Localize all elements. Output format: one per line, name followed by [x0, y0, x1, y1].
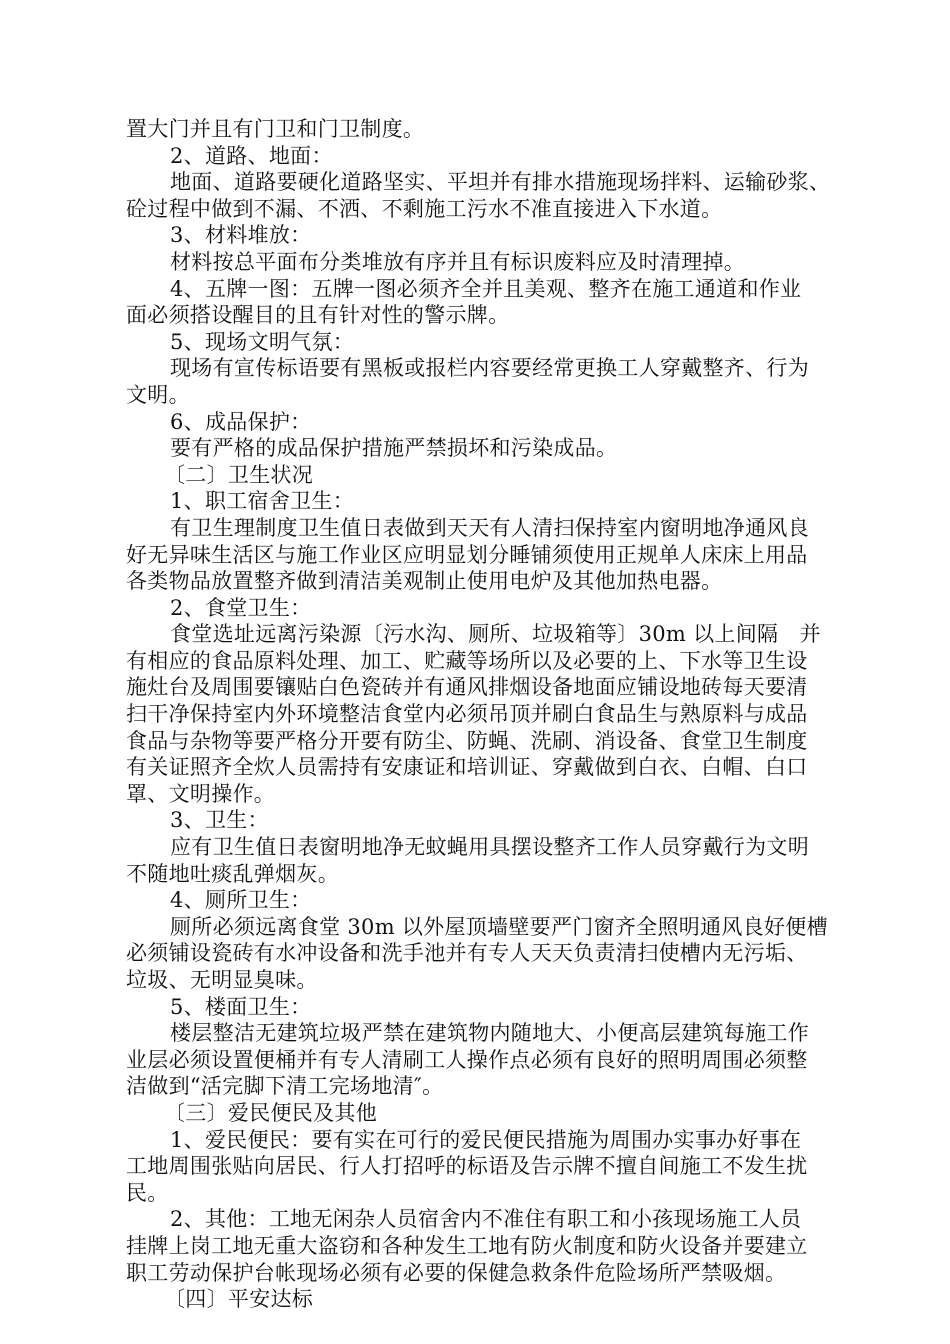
text-line: 置大门并且有门卫和门卫制度。 — [126, 117, 425, 141]
text-line: 要有严格的成品保护措施严禁损坏和污染成品。 — [170, 436, 618, 461]
text-line: 3、卫生： — [170, 808, 269, 833]
text-line: 民。 — [126, 1180, 169, 1205]
text-line: 挂牌上岗工地无重大盗窃和各种发生工地有防火制度和防火设备并要建立 — [126, 1233, 808, 1258]
text-line: 有卫生理制度卫生值日表做到天天有人清扫保持室内窗明地净通风良 — [170, 515, 809, 540]
text-line: 各类物品放置整齐做到清洁美观制止使用电炉及其他加热电器。 — [126, 569, 723, 594]
text-line: 3、材料堆放： — [170, 223, 312, 248]
text-line: 5、楼面卫生： — [170, 994, 312, 1019]
text-line: 厕所必须远离食堂 30m 以外屋顶墙壁要严门窗齐全照明通风良好便槽 — [170, 914, 828, 939]
text-line: 垃圾、无明显臭味。 — [126, 968, 318, 992]
text-line: 食品与杂物等要严格分开要有防尘、防蝇、洗刷、消设备、食堂卫生制度 — [126, 728, 808, 753]
text-line: 好无异味生活区与施工作业区应明显划分睡铺须使用正规单人床床上用品 — [126, 542, 808, 567]
text-line: 砼过程中做到不漏、不洒、不剩施工污水不准直接进入下水道。 — [126, 196, 723, 221]
text-line: 应有卫生值日表窗明地净无蚊蝇用具摆设整齐工作人员穿戴行为文明 — [170, 835, 809, 860]
text-line: 有相应的食品原料处理、加工、贮藏等场所以及必要的上、下水等卫生设 — [126, 648, 808, 673]
text-line: 食堂选址远离污染源〔污水沟、厕所、垃圾箱等〕30m 以上间隔 并 — [170, 622, 821, 647]
text-line: 2、食堂卫生： — [170, 595, 312, 620]
text-line: 面必须搭设醒目的且有针对性的警示牌。 — [126, 303, 510, 328]
text-line: 现场有宣传标语要有黑板或报栏内容要经常更换工人穿戴整齐、行为 — [170, 356, 809, 381]
text-line: 扫干净保持室内外环境整洁食堂内必须吊顶并刷白食品生与熟原料与成品 — [126, 702, 808, 727]
text-line: 材料按总平面布分类堆放有序并且有标识废料应及时清理掉。 — [170, 249, 746, 274]
document-page — [126, 116, 831, 1313]
text-line: 5、现场文明气氛： — [170, 329, 355, 354]
text-line: 洁做到“活完脚下清工完场地清″。 — [126, 1074, 444, 1099]
text-line: 文明。 — [126, 382, 190, 407]
text-line: 6、成品保护： — [170, 409, 312, 434]
section-heading: 〔二〕卫生状况 — [164, 462, 314, 487]
text-line: 工地周围张贴向居民、行人打招呼的标语及告示牌不擅自间施工不发生扰 — [126, 1154, 808, 1179]
text-line: 2、道路、地面： — [170, 143, 333, 168]
section-heading: 〔四〕平安达标 — [164, 1287, 314, 1312]
section-heading: 〔三〕爱民便民及其他 — [164, 1100, 377, 1125]
text-line: 施灶台及周围要镶贴白色瓷砖并有通风排烟设备地面应铺设地砖每天要清 — [126, 675, 808, 700]
text-line: 不随地吐痰乱弹烟灰。 — [126, 861, 339, 886]
text-line: 2、其他：工地无闲杂人员宿舍内不准住有职工和小孩现场施工人员 — [170, 1207, 802, 1232]
text-line: 地面、道路要硬化道路坚实、平坦并有排水措施现场拌料、运输砂浆、 — [170, 170, 831, 195]
text-line: 罩、文明操作。 — [126, 781, 276, 806]
text-line: 有关证照齐全炊人员需持有安康证和培训证、穿戴做到白衣、白帽、白口 — [126, 755, 808, 780]
text-line: 职工劳动保护台帐现场必须有必要的保健急救条件危险场所严禁吸烟。 — [126, 1260, 787, 1285]
text-line: 4、五牌一图：五牌一图必须齐全并且美观、整齐在施工通道和作业 — [170, 276, 802, 301]
text-line: 4、厕所卫生： — [170, 888, 312, 913]
text-line: 楼层整洁无建筑垃圾严禁在建筑物内随地大、小便高层建筑每施工作 — [170, 1021, 809, 1046]
text-line: 1、职工宿舍卫生： — [170, 489, 355, 514]
text-line: 1、爱民便民：要有实在可行的爱民便民措施为周围办实事办好事在 — [170, 1127, 802, 1152]
text-line: 业层必须设置便桶并有专人清刷工人操作点必须有良好的照明周围必须整 — [126, 1047, 808, 1072]
text-line: 必须铺设瓷砖有水冲设备和洗手池并有专人天天负责清扫使槽内无污垢、 — [126, 941, 808, 966]
